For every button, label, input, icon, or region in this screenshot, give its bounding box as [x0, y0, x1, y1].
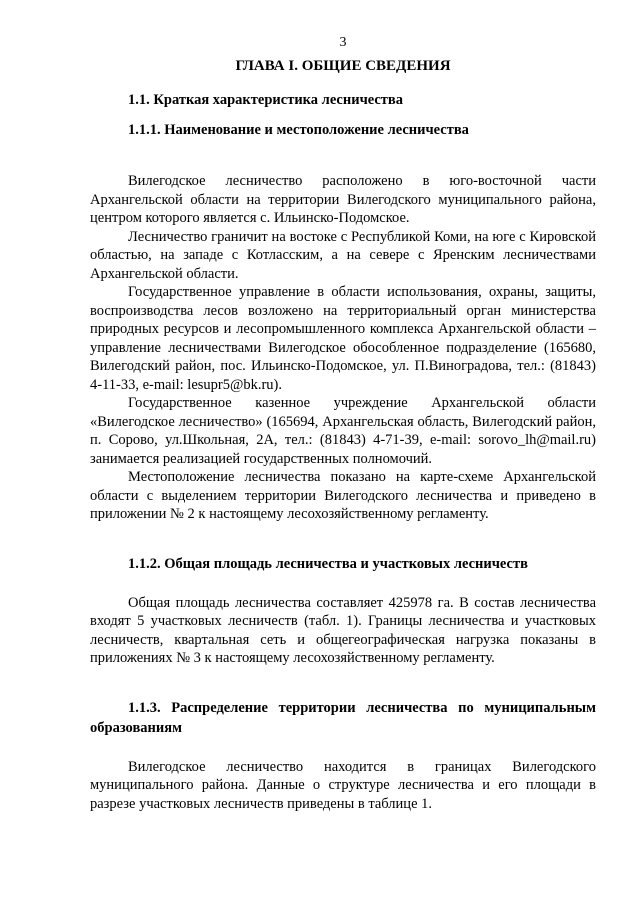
- paragraph-borders: Лесничество граничит на востоке с Республикой Коми, на юге с Кировской областью, на западе с Котласским, а на севере с Яренским лесничествами Архангельской области.: [90, 228, 596, 282]
- paragraph-municipal-distribution: Вилегодское лесничество находится в границах Вилегодского муниципального района. Данные о структуре лесничества и его площади в разрезе участковых лесничеств приведены в таблице 1.: [90, 758, 596, 812]
- section-heading-1-1: 1.1. Краткая характеристика лесничества: [128, 92, 404, 108]
- paragraph-state-institution: Государственное казенное учреждение Архангельской области «Вилегодское лесничество» (165694, Архангельская область, Вилегодский район, п. Сорово, ул.Школьная, 2А, тел.: (81843) 4-71-39, e-mail: sorovo_lh@mail.ru) занимается реализацией государственных полномочий.: [90, 395, 596, 467]
- section-heading-1-1-2: 1.1.2. Общая площадь лесничества и участковых лесничеств: [128, 555, 528, 572]
- paragraph-location: Вилегодское лесничество расположено в юго-восточной части Архангельской области на территории Вилегодского муниципального района, центром которого является с. Ильинско-Подомское.: [90, 173, 596, 226]
- paragraph-map-reference: Местоположение лесничества показано на карте-схеме Архангельской области с выделением территории Вилегодского лесничества и приведено в приложении № 2 к настоящему лесохозяйственному регламенту.: [90, 469, 596, 522]
- chapter-title: ГЛАВА I. ОБЩИЕ СВЕДЕНИЯ: [235, 58, 451, 74]
- paragraph-state-management: Государственное управление в области использования, охраны, защиты, воспроизводства лесов возложено на территориальный орган министерства природных ресурсов и лесопромышленного комплекса Архангельской области – управление лесничествами Вилегодское обособленное подразделение (165680, Вилегодский район, пос. Ильинско-Подомское, ул. П.Виноградова, тел.: (81843) 4-11-33, e-mail: lesupr5@bk.ru).: [90, 284, 596, 393]
- section-heading-1-1-3: 1.1.3. Распределение территории лесничества по муниципальным образованиям: [90, 699, 596, 736]
- section-heading-1-1-1: 1.1.1. Наименование и местоположение лесничества: [128, 122, 469, 138]
- page-number: 3: [339, 35, 347, 50]
- paragraph-total-area: Общая площадь лесничества составляет 425978 га. В состав лесничества входят 5 участковых лесничеств (табл. 1). Границы лесничества и участковых лесничеств, квартальная сеть и общегеографическая нагрузка показаны в приложениях № 3 к настоящему лесохозяйственному регламенту.: [90, 594, 596, 666]
